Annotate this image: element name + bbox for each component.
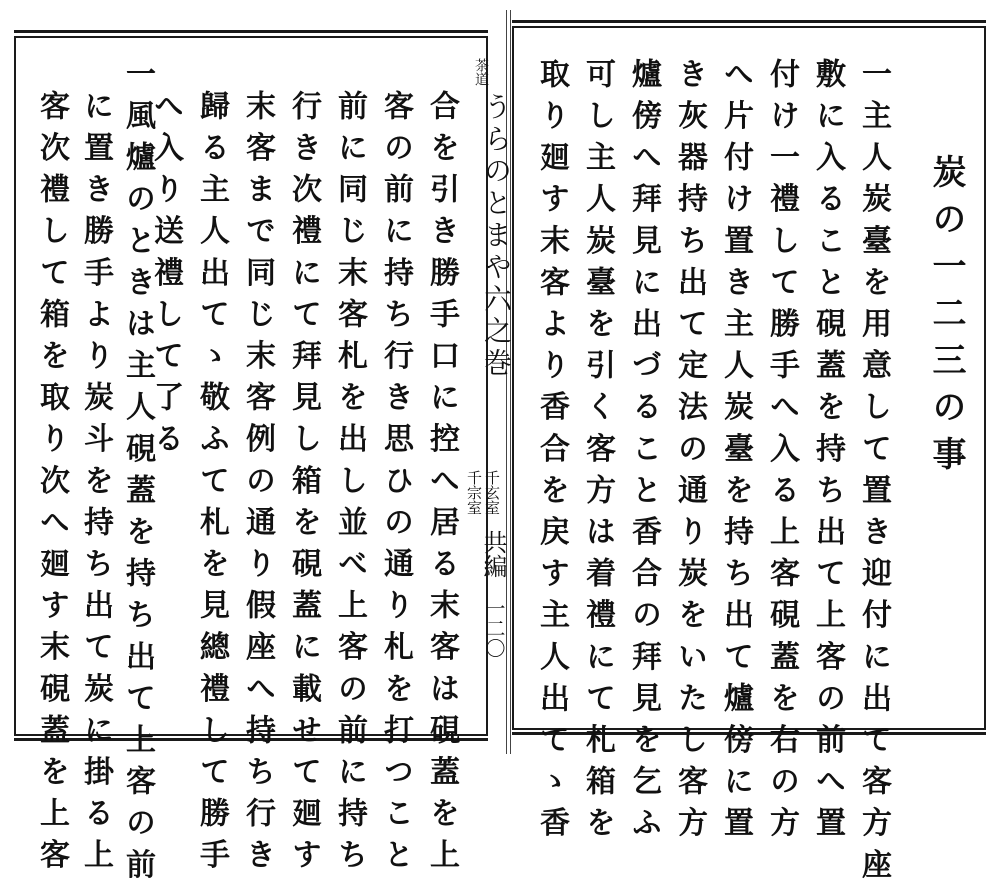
- section-title: 炭の一二三の事: [926, 154, 966, 483]
- left-text-column-2: 客の前に持ち行き思ひの通り札を打つこと: [378, 90, 413, 881]
- right-text-column-6: 爐傍へ拜見に出づること香合の拜見を乞ふ: [626, 58, 661, 849]
- left-text-column-8: 一風爐のときは主人硯蓋を持ち出て上客の前: [120, 58, 155, 890]
- left-text-column-7: へ入り送禮して了る: [148, 90, 183, 465]
- author-name-2: 千宗室: [465, 470, 483, 515]
- right-text-column-2: 敷に入ること硯蓋を持ち出て上客の前へ置: [810, 58, 845, 849]
- left-text-column-9: に置き勝手より炭斗を持ち出て炭に掛る上: [78, 90, 113, 881]
- left-page-top-rule: [14, 30, 488, 33]
- left-text-column-4: 行き次禮にて拜見し箱を硯蓋に載せて廻す: [286, 90, 321, 881]
- right-text-column-7: 可し主人炭臺を引く客方は着禮にて札箱を: [580, 58, 615, 849]
- left-text-column-1: 合を引き勝手口に控へ居る末客は硯蓋を上: [424, 90, 459, 881]
- left-text-column-3: 前に同じ末客札を出し並べ上客の前に持ち: [332, 90, 367, 881]
- right-text-column-3: 付け一禮して勝手へ入る上客硯蓋を右の方: [764, 58, 799, 849]
- right-text-column-8: 取り廻す末客より香合を戻す主人出てゝ香: [534, 58, 569, 849]
- author-name-1: 千玄室: [483, 470, 501, 515]
- right-page-top-rule: [512, 20, 986, 23]
- left-text-column-6: 歸る主人出てゝ敬ふて札を見總禮して勝手: [194, 90, 229, 881]
- left-text-column-10: 客次禮して箱を取り次へ廻す末硯蓋を上客: [34, 90, 69, 881]
- book-title: うらのとまや六之巻: [480, 92, 513, 380]
- right-text-column-4: へ片付け置き主人炭臺を持ち出て爐傍に置: [718, 58, 753, 849]
- page-number: 一二〇: [482, 598, 506, 658]
- header-prefix: 茶道: [473, 58, 489, 86]
- right-text-column-5: き灰器持ち出て定法の通り炭をいたし客方: [672, 58, 707, 849]
- author-suffix: 共編: [479, 530, 507, 578]
- right-text-column-1: 一主人炭臺を用意して置き迎付に出て客方座: [856, 58, 891, 890]
- left-text-column-5: 末客まで同じ末客例の通り假座へ持ち行き: [240, 90, 275, 881]
